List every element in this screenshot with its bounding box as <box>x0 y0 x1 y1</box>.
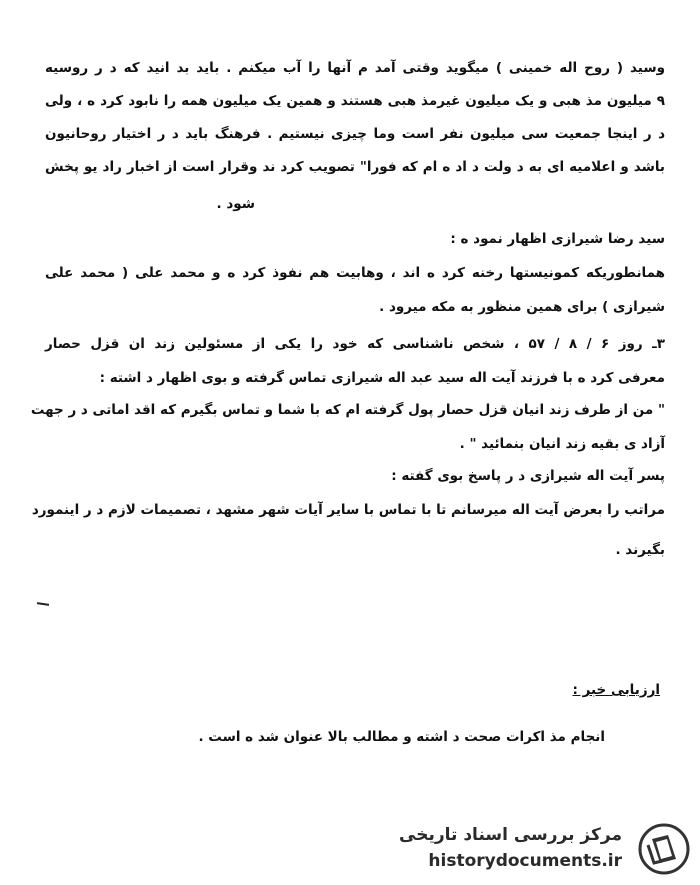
text-line: شیرازی ) برای همین منظور به مکه میرود . <box>379 299 665 315</box>
text-line: د ر اینجا جمعیت سی میلیون نفر است وما چیزی نیستیم . فرهنگ باید د ر اختیار روحانیون <box>45 126 665 142</box>
text-line: همانطوریکه کمونیستها رخنه کرد ه اند ، وهابیت هم نفوذ کرد ه و محمد علی ( محمد علی <box>45 265 665 281</box>
text-line: بگیرند . <box>615 542 665 558</box>
text-line: پسر آیت اله شیرازی د ر پاسخ بوی گفته : <box>391 468 665 484</box>
text-line: معرفی کرد ه با فرزند آیت اله سید عبد اله شیرازی تماس گرفته و بوی اظهار د اشته : <box>99 370 665 386</box>
watermark <box>392 823 692 877</box>
text-line: باشد و اعلامیه ای به د ولت د اد ه ام که فورا" تصویب کرد ند وقرار است از اخبار راد یو پخش <box>45 159 665 175</box>
quote-line: " من از طرف زند انیان قزل حصار پول گرفته ام که با شما و تماس بگیرم که اقد اماتی د ر جهت <box>30 402 665 418</box>
text-line: ۹ میلیون مذ هبی و یک میلیون غیرمذ هبی هستند و همین یک میلیون همه را نابود کرد ه ، ولی <box>45 93 665 109</box>
assessment-heading: ارزیابی خبر : <box>572 682 660 698</box>
book-logo-icon <box>638 823 690 875</box>
watermark-title: مرکز بررسی اسناد تاریخی <box>399 825 622 845</box>
text-line: شود . <box>216 196 255 212</box>
text-line: مراتب را بعرض آیت اله میرسانم تا با تماس با سایر آیات شهر مشهد ، تصمیمات لازم د ر اینمورد <box>31 502 665 518</box>
section-heading: سید رضا شیرازی اظهار نمود ه : <box>450 231 665 247</box>
stray-mark <box>37 602 49 606</box>
text-line: وسید ( روح اله خمینی ) میگوید وقتی آمد م آنها را آب میکنم . باید بد انید که د ر روسیه <box>45 60 665 76</box>
quote-line: آزاد ی بقیه زند انیان بنمائید " . <box>459 436 665 452</box>
assessment-text: انجام مذ اکرات صحت د اشته و مطالب بالا عنوان شد ه است . <box>198 729 605 745</box>
watermark-url: historydocuments.ir <box>428 851 622 871</box>
item-number-line: ۳ـ روز ۶ / ۸ / ۵۷ ، شخص ناشناسی که خود را یکی از مسئولین زند ان قزل حصار <box>45 336 665 352</box>
